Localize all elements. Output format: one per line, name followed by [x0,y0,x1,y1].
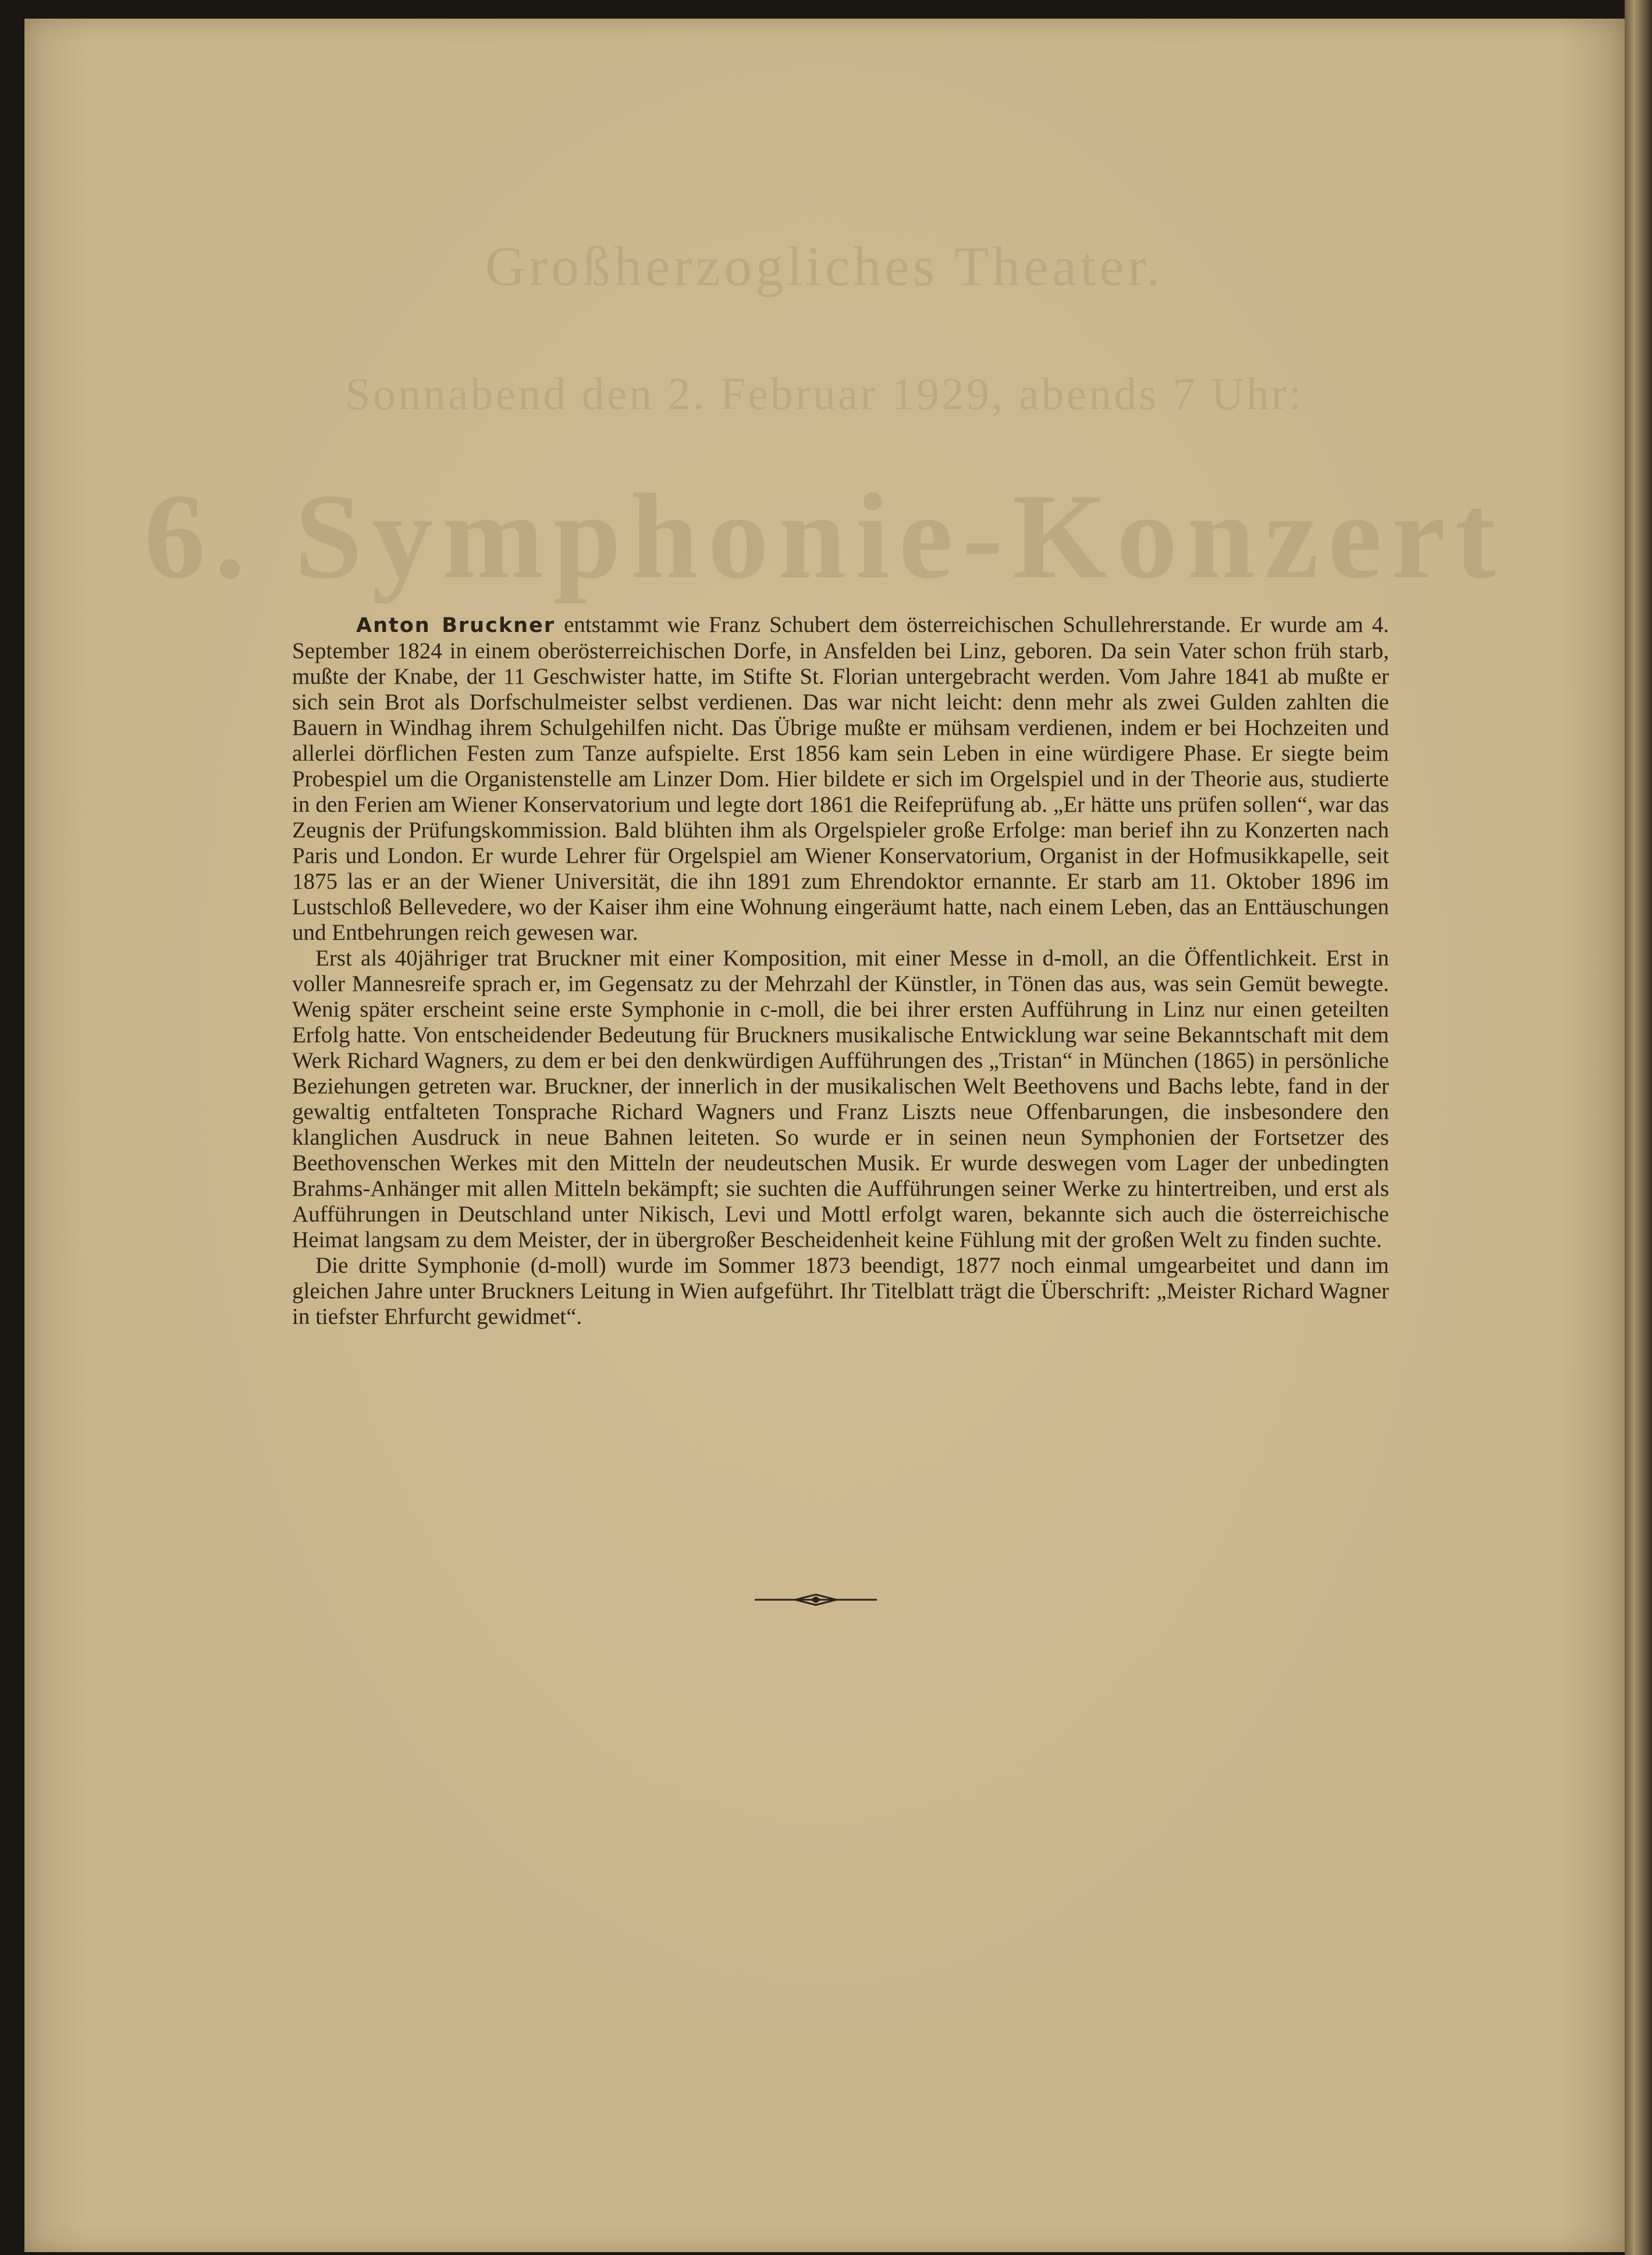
paragraph-biography [292,612,1389,946]
article-body [292,612,1389,1485]
bleedthrough-concert-title: 6. Symphonie-Konzert [144,469,1505,604]
bleedthrough-date-line: Sonnabend den 2. Februar 1929, abends 7 Uhr: [345,368,1304,419]
page-sheet [24,19,1625,2252]
divider-ornament-icon [755,1590,877,1610]
paragraph-biography-text: entstammt wie Franz Schubert dem österreichischen Schullehrerstande. Er wurde am 4. September 1824 in einem oberösterreichischen Dorfe, in Ansfelden bei Linz, geboren. Da sein Vater schon früh starb, mußte der Knabe, der 11 Geschwister hatte, im Stifte St. Florian untergebracht werden. Vom Jahre 1841 ab mußte er sich sein Brot als Dorfschulmeister selbst verdienen. Das war nicht leicht: denn mehr als zwei Gulden zahlten die Bauern in Windhag ihrem Schulgehilfen nicht. Das Übrige mußte er mühsam verdienen, indem er bei Hochzeiten und allerlei dörflichen Festen zum Tanze aufspielte. Erst 1856 kam sein Leben in eine würdigere Phase. Er siegte beim Probespiel um die Organistenstelle am Linzer Dom. Hier bildete er sich im Orgelspiel und in der Theorie aus, studierte in den Ferien am Wiener Konservatorium und legte dort 1861 die Reifeprüfung ab. „Er hätte uns prüfen sollen“, war das Zeugnis der Prüfungskommission. Bald blühten ihm als Orgelspieler große Erfolge: man berief ihn zu Konzerten nach Paris und London. Er wurde Lehrer für Orgelspiel am Wiener Konservatorium, Organist in der Hofmusikkapelle, seit 1875 las er an der Wiener Universität, die ihn 1891 zum Ehrendoktor ernannte. Er starb am 11. Oktober 1896 im Lustschloß Bellevedere, wo der Kaiser ihm eine Wohnung eingeräumt hatte, nach einem Leben, das an Enttäuschungen und Entbehrungen reich gewesen war. [292,612,1390,945]
paragraph-third-symphony: Die dritte Symphonie (d-moll) wurde im Sommer 1873 beendigt, 1877 noch einmal umgearbeitet und dann im gleichen Jahre unter Bruckners Leitung in Wien aufgeführt. Ihr Titelblatt trägt die Überschrift: „Meister Richard Wagner in tiefster Ehrfurcht gewidmet“. [292,1253,1389,1329]
bleedthrough-theater-title: Großherzogliches Theater. [485,235,1164,297]
binding-edge [1625,0,1652,2255]
composer-name: Anton Bruckner [356,614,556,637]
paragraph-compositions: Erst als 40jähriger trat Bruckner mit einer Komposition, mit einer Messe in d-moll, an die Öffentlichkeit. Erst in voller Mannesreife sprach er, im Gegensatz zu der Mehrzahl der Künstler, in Tönen das aus, was sein Gemüt bewegte. Wenig später erscheint seine erste Symphonie in c-moll, die bei ihrer ersten Aufführung in Linz nur einen geteilten Erfolg hatte. Von entscheidender Bedeutung für Bruckners musikalische Entwicklung war seine Bekanntschaft mit dem Werk Richard Wagners, zu dem er bei den denkwürdigen Aufführungen des „Tristan“ in München (1865) in persönliche Beziehungen getreten war. Bruckner, der innerlich in der musikalischen Welt Beethovens und Bachs lebte, fand in der gewaltig entfalteten Tonsprache Richard Wagners und Franz Liszts neue Offenbarungen, die insbesondere den klanglichen Ausdruck in neue Bahnen leiteten. So wurde er in seinen neun Symphonien der Fortsetzer des Beethovenschen Werkes mit den Mitteln der neudeutschen Musik. Er wurde deswegen vom Lager der unbedingten Brahms-Anhänger mit allen Mitteln bekämpft; sie suchten die Aufführungen seiner Werke zu hintertreiben, und erst als Aufführungen in Deutschland unter Nikisch, Levi und Mottl erfolgt waren, bekannte sich auch die österreichische Heimat langsam zu dem Meister, der in übergroßer Bescheidenheit keine Fühlung mit der großen Welt zu finden suchte. [292,946,1389,1252]
